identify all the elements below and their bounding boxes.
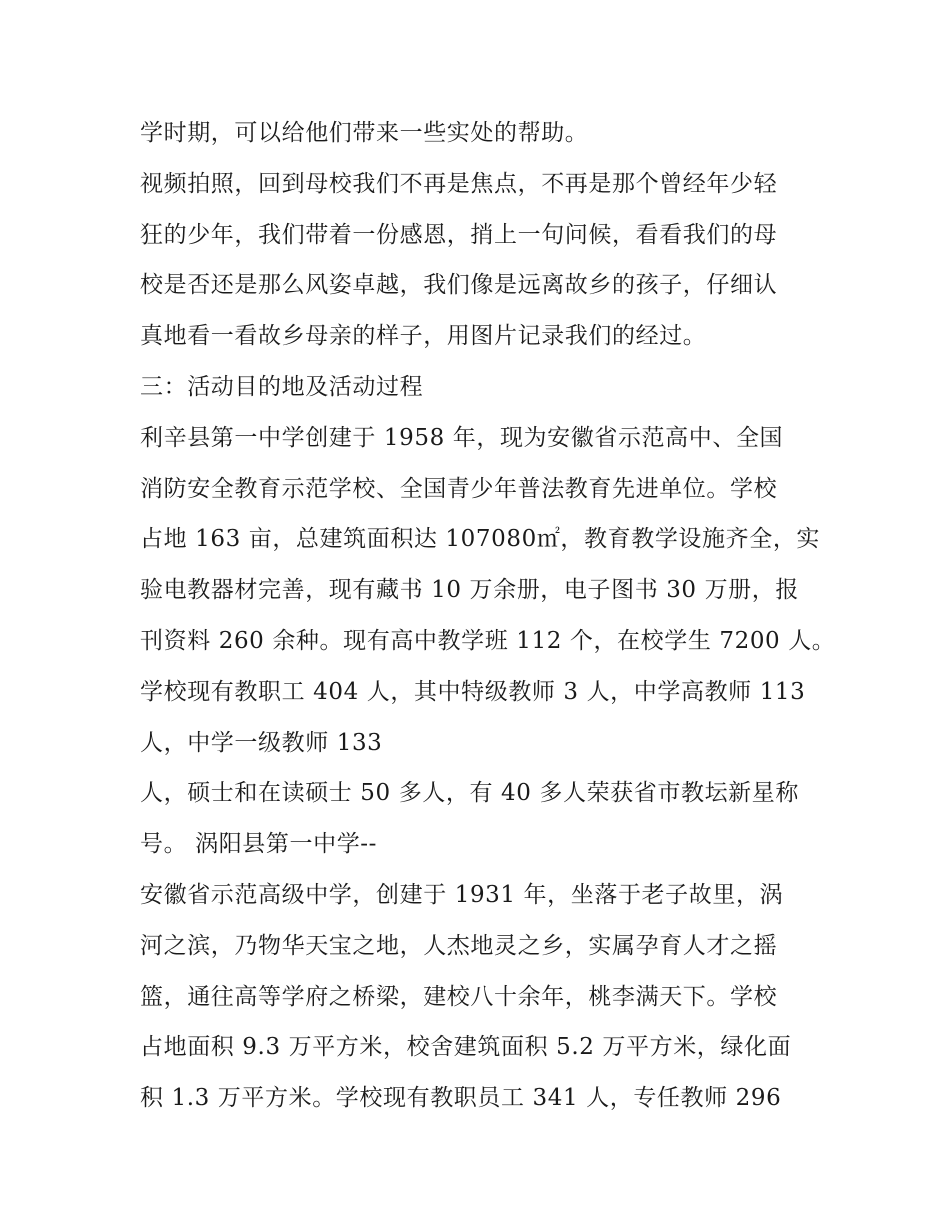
text-line: 验电教器材完善，现有藏书 10 万余册，电子图书 30 万册，报 — [140, 577, 799, 604]
text-line: 利辛县第一中学创建于 1958 年，现为安徽省示范高中、全国 — [140, 424, 784, 451]
text-line: 刊资料 260 余种。现有高中教学班 112 个，在校学生 7200 人。 — [140, 627, 836, 654]
body-text — [140, 108, 836, 1124]
text-line: 消防安全教育示范学校、全国青少年普法教育先进单位。学校 — [140, 475, 778, 502]
text-line: 校是否还是那么风姿卓越，我们像是远离故乡的孩子，仔细认 — [140, 272, 778, 299]
text-line: 河之滨，乃物华天宝之地，人杰地灵之乡，实属孕育人才之摇 — [140, 932, 778, 959]
text-line: 人，中学一级教师 133 — [140, 729, 383, 756]
text-line: 真地看一看故乡母亲的样子，用图片记录我们的经过。 — [140, 323, 707, 350]
text-line: 号。 涡阳县第一中学-- — [140, 831, 378, 858]
text-line: 占地面积 9.3 万平方米，校舍建筑面积 5.2 万平方米，绿化面 — [140, 1034, 792, 1061]
text-line: 人，硕士和在读硕士 50 多人，有 40 多人荣获省市教坛新星称 — [140, 780, 799, 807]
text-line: 安徽省示范高级中学，创建于 1931 年，坐落于老子故里，涡 — [140, 881, 784, 908]
text-line: 学校现有教职工 404 人，其中特级教师 3 人，中学高教师 113 — [140, 678, 806, 705]
text-line: 狂的少年，我们带着一份感恩，捎上一句问候，看看我们的母 — [140, 221, 778, 248]
text-line: 积 1.3 万平方米。学校现有教职员工 341 人，专任教师 296 — [140, 1085, 782, 1112]
section-heading: 三：活动目的地及活动过程 — [140, 373, 424, 400]
text-line: 视频拍照，回到母校我们不再是焦点，不再是那个曾经年少轻 — [140, 170, 778, 197]
text-line: 学时期，可以给他们带来一些实处的帮助。 — [140, 120, 589, 146]
text-line: 占地 163 亩，总建筑面积达 107080㎡，教育教学设施齐全，实 — [140, 526, 821, 553]
text-line: 篮，通往高等学府之桥梁，建校八十余年，桃李满天下。学校 — [140, 983, 778, 1010]
